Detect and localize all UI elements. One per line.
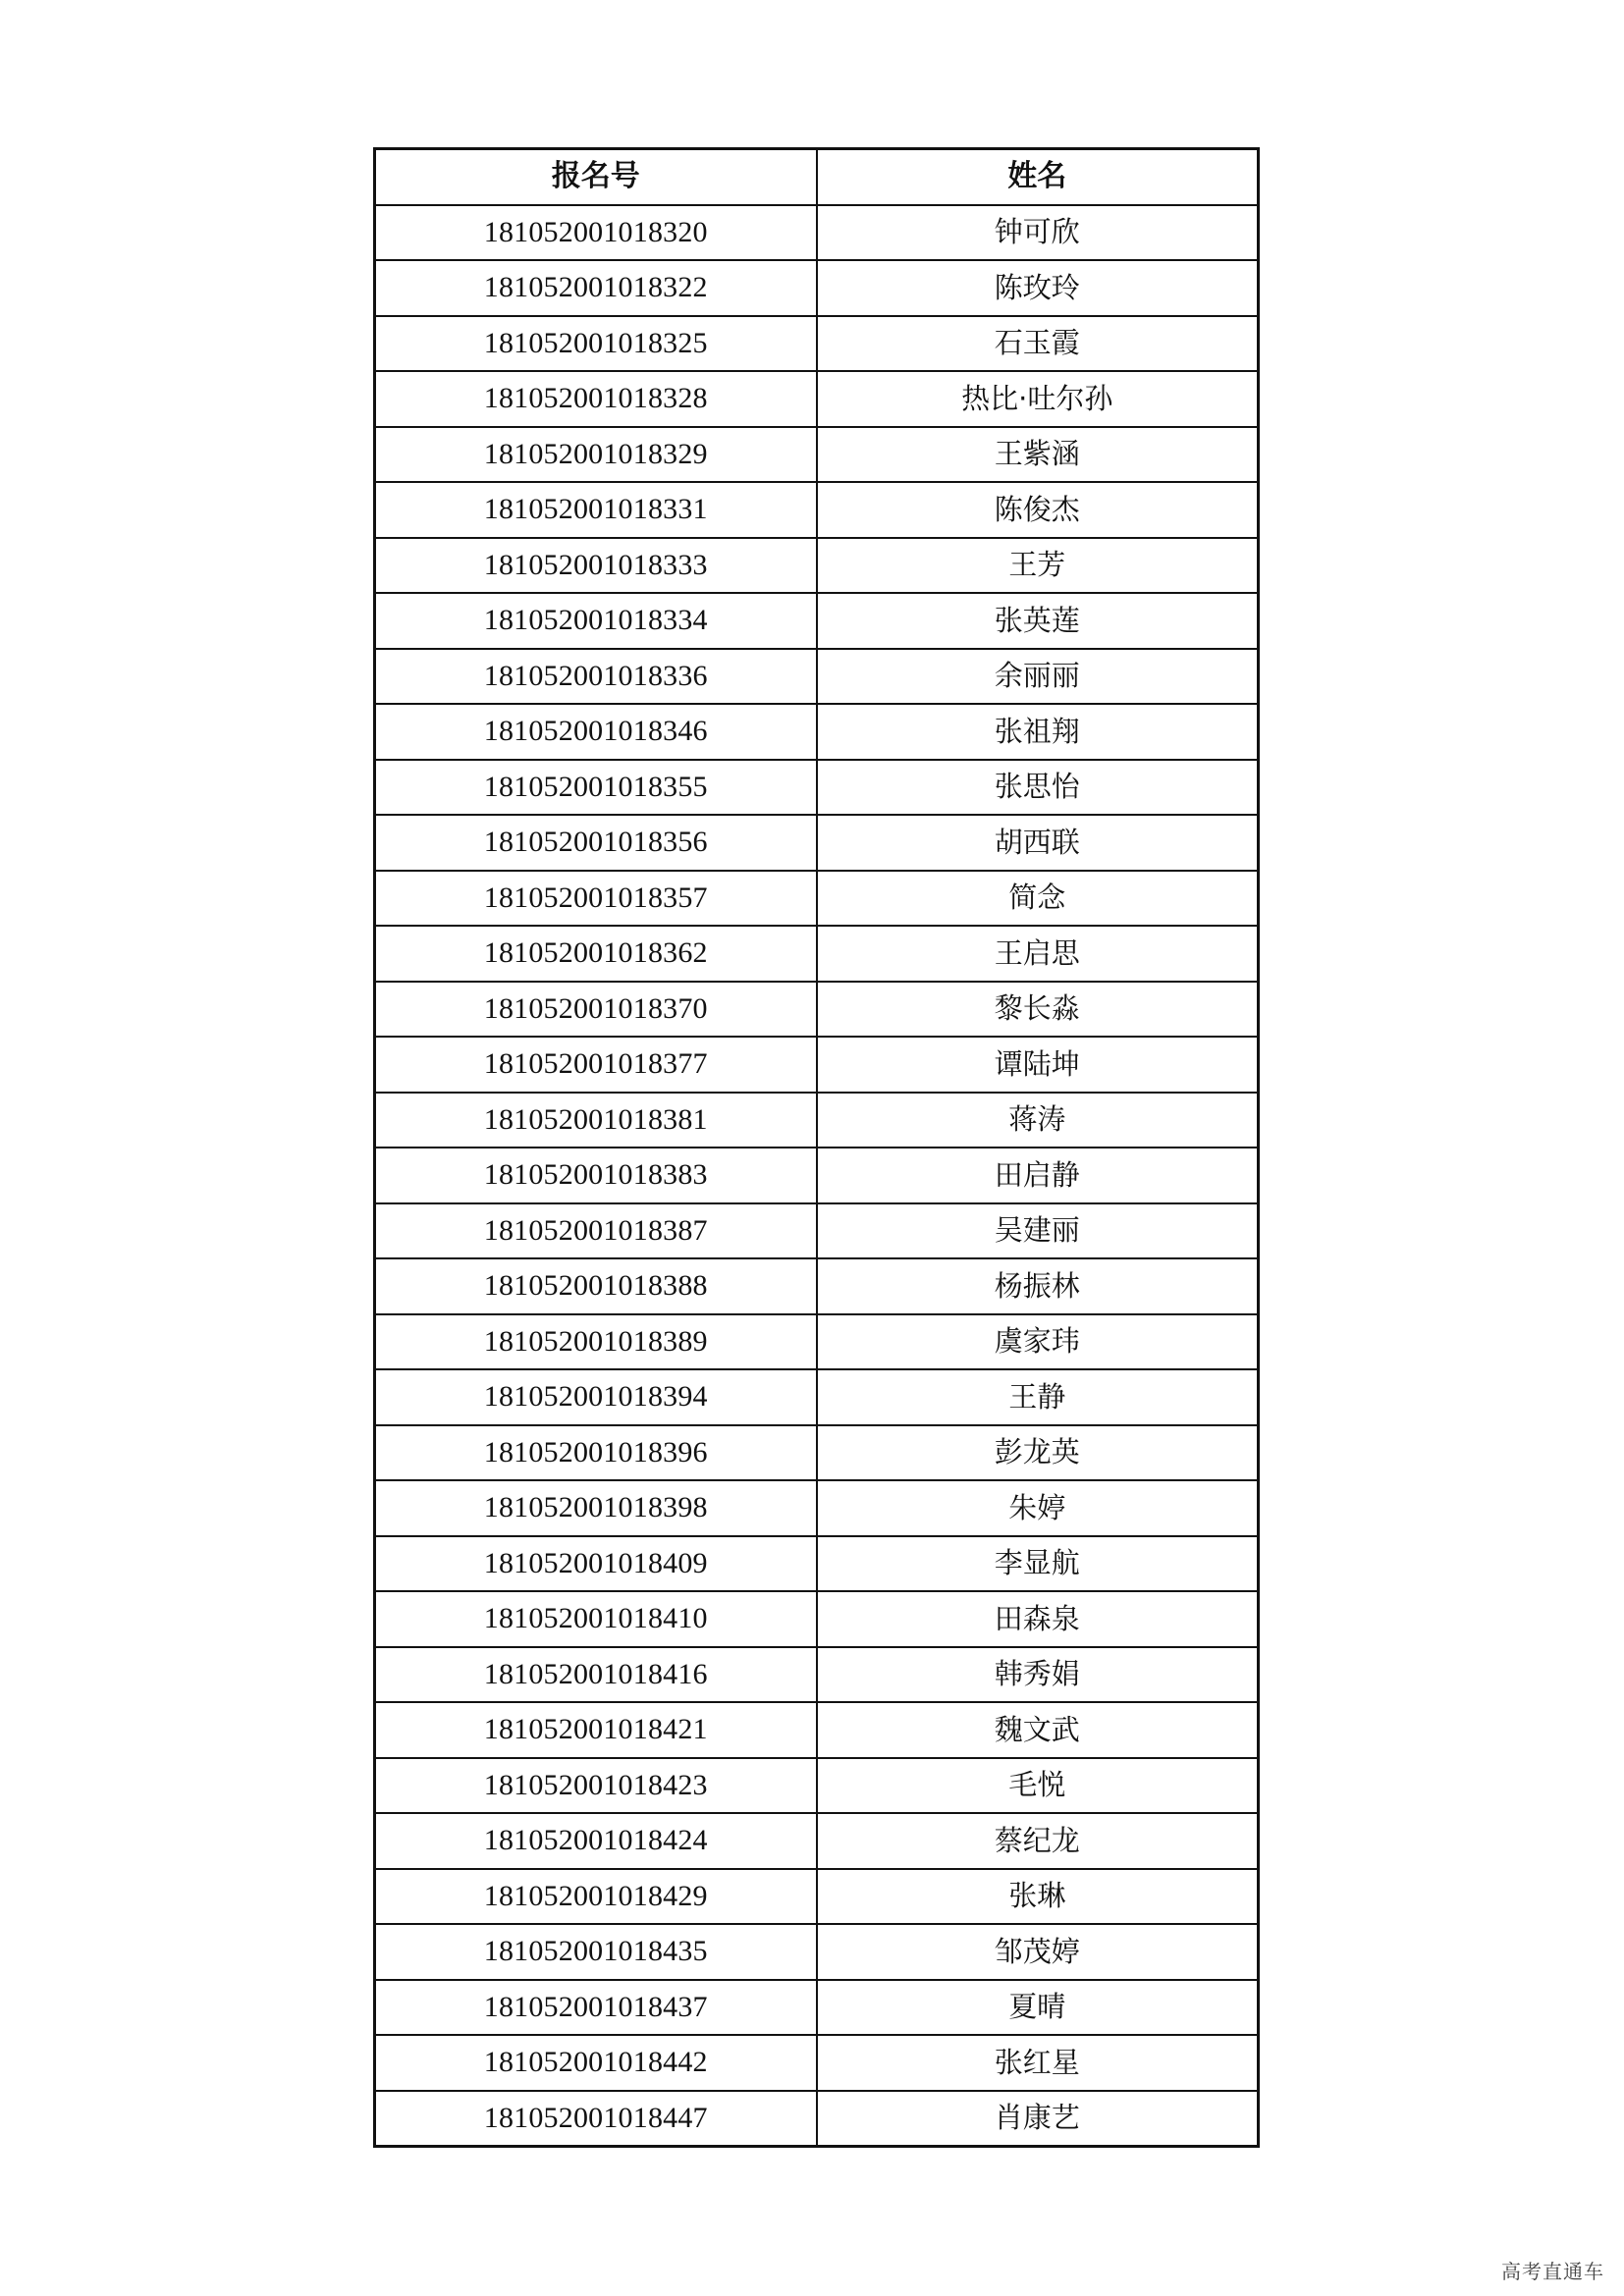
table-row (375, 482, 1259, 538)
registration-number-cell: 181052001018409 (375, 1536, 817, 1592)
table-row (375, 1425, 1259, 1481)
header-registration-number: 报名号 (375, 149, 817, 205)
registration-number-cell: 181052001018396 (375, 1425, 817, 1481)
registration-number-cell: 181052001018322 (375, 260, 817, 316)
name-cell: 余丽丽 (817, 649, 1259, 705)
registration-number-cell: 181052001018437 (375, 1980, 817, 2036)
name-cell: 蔡纪龙 (817, 1813, 1259, 1869)
table-row (375, 1813, 1259, 1869)
table-body (375, 205, 1259, 2147)
watermark-text: 高考直通车 (1501, 2260, 1604, 2283)
registration-number-cell: 181052001018429 (375, 1869, 817, 1925)
table-row (375, 704, 1259, 760)
name-cell: 王启思 (817, 926, 1259, 982)
name-cell: 田森泉 (817, 1591, 1259, 1647)
table-row (375, 815, 1259, 871)
registration-number-cell: 181052001018377 (375, 1037, 817, 1093)
table-row (375, 1314, 1259, 1370)
name-cell: 肖康艺 (817, 2091, 1259, 2147)
registration-number-cell: 181052001018398 (375, 1480, 817, 1536)
name-cell: 王紫涵 (817, 427, 1259, 483)
name-cell: 毛悦 (817, 1758, 1259, 1814)
table-row (375, 926, 1259, 982)
registration-number-cell: 181052001018423 (375, 1758, 817, 1814)
registration-number-cell: 181052001018334 (375, 593, 817, 649)
table-row (375, 1869, 1259, 1925)
registration-number-cell: 181052001018346 (375, 704, 817, 760)
name-cell: 张琳 (817, 1869, 1259, 1925)
registration-number-cell: 181052001018389 (375, 1314, 817, 1370)
table-row (375, 205, 1259, 261)
name-cell: 谭陆坤 (817, 1037, 1259, 1093)
name-cell: 陈玫玲 (817, 260, 1259, 316)
name-cell: 邹茂婷 (817, 1924, 1259, 1980)
registration-number-cell: 181052001018442 (375, 2035, 817, 2091)
name-cell: 黎长淼 (817, 982, 1259, 1038)
name-cell: 韩秀娟 (817, 1647, 1259, 1703)
registration-number-cell: 181052001018435 (375, 1924, 817, 1980)
table-row (375, 1536, 1259, 1592)
registration-number-cell: 181052001018447 (375, 2091, 817, 2147)
table-row (375, 316, 1259, 372)
name-cell: 张英莲 (817, 593, 1259, 649)
name-cell: 魏文武 (817, 1702, 1259, 1758)
table-row (375, 2035, 1259, 2091)
registration-number-cell: 181052001018320 (375, 205, 817, 261)
registration-number-cell: 181052001018381 (375, 1093, 817, 1148)
table-row (375, 1924, 1259, 1980)
table-row (375, 1037, 1259, 1093)
name-cell: 石玉霞 (817, 316, 1259, 372)
registration-number-cell: 181052001018329 (375, 427, 817, 483)
registration-number-cell: 181052001018328 (375, 371, 817, 427)
name-cell: 王静 (817, 1369, 1259, 1425)
table-header (375, 149, 1259, 205)
name-cell: 蒋涛 (817, 1093, 1259, 1148)
name-cell: 李显航 (817, 1536, 1259, 1592)
registration-number-cell: 181052001018357 (375, 871, 817, 927)
table-row (375, 1203, 1259, 1259)
table-row (375, 871, 1259, 927)
table-row (375, 1647, 1259, 1703)
name-cell: 夏晴 (817, 1980, 1259, 2036)
table-row (375, 1093, 1259, 1148)
table-row (375, 1480, 1259, 1536)
table-row (375, 2091, 1259, 2147)
name-cell: 彭龙英 (817, 1425, 1259, 1481)
name-cell: 杨振林 (817, 1258, 1259, 1314)
registration-number-cell: 181052001018356 (375, 815, 817, 871)
registration-number-cell: 181052001018331 (375, 482, 817, 538)
header-row (375, 149, 1259, 205)
name-cell: 张祖翔 (817, 704, 1259, 760)
table-row (375, 593, 1259, 649)
name-cell: 吴建丽 (817, 1203, 1259, 1259)
table-row (375, 982, 1259, 1038)
table-row (375, 649, 1259, 705)
table-row (375, 1258, 1259, 1314)
registration-number-cell: 181052001018394 (375, 1369, 817, 1425)
name-cell: 张红星 (817, 2035, 1259, 2091)
table-row (375, 538, 1259, 594)
registration-number-cell: 181052001018421 (375, 1702, 817, 1758)
name-cell: 虞家玮 (817, 1314, 1259, 1370)
registration-number-cell: 181052001018416 (375, 1647, 817, 1703)
roster-table (373, 147, 1260, 2148)
name-cell: 张思怡 (817, 760, 1259, 816)
table-row (375, 1980, 1259, 2036)
name-cell: 王芳 (817, 538, 1259, 594)
name-cell: 朱婷 (817, 1480, 1259, 1536)
registration-number-cell: 181052001018336 (375, 649, 817, 705)
registration-number-cell: 181052001018362 (375, 926, 817, 982)
table-row (375, 371, 1259, 427)
name-cell: 钟可欣 (817, 205, 1259, 261)
table-row (375, 1591, 1259, 1647)
table-row (375, 1758, 1259, 1814)
table-row (375, 760, 1259, 816)
name-cell: 胡西联 (817, 815, 1259, 871)
name-cell: 田启静 (817, 1148, 1259, 1203)
registration-number-cell: 181052001018383 (375, 1148, 817, 1203)
registration-number-cell: 181052001018355 (375, 760, 817, 816)
name-cell: 陈俊杰 (817, 482, 1259, 538)
table-row (375, 427, 1259, 483)
table-row (375, 1148, 1259, 1203)
table-row (375, 1369, 1259, 1425)
table-row (375, 1702, 1259, 1758)
registration-number-cell: 181052001018410 (375, 1591, 817, 1647)
name-cell: 热比·吐尔孙 (817, 371, 1259, 427)
header-name: 姓名 (817, 149, 1259, 205)
registration-number-cell: 181052001018333 (375, 538, 817, 594)
table-row (375, 260, 1259, 316)
registration-number-cell: 181052001018325 (375, 316, 817, 372)
registration-number-cell: 181052001018388 (375, 1258, 817, 1314)
registration-number-cell: 181052001018387 (375, 1203, 817, 1259)
registration-number-cell: 181052001018370 (375, 982, 817, 1038)
registration-number-cell: 181052001018424 (375, 1813, 817, 1869)
name-cell: 简念 (817, 871, 1259, 927)
